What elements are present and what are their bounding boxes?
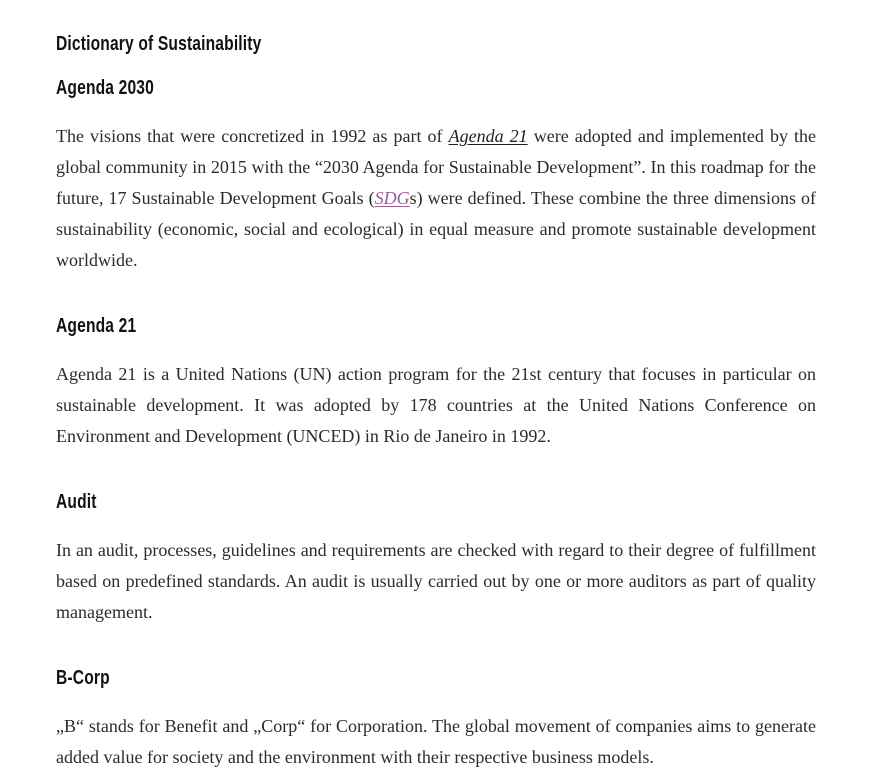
glossary-entry — [56, 314, 816, 452]
glossary-entry — [56, 666, 816, 773]
entry-term-heading-b-corp: B-Corp — [56, 667, 110, 689]
definition-text-run: were adopted and implemented by the global community in 2015 with the “2030 Agenda for Sustainable Development”. In this roadmap for the future, 17 Sustainable Development Goals ( — [56, 126, 817, 208]
link-agenda-21[interactable]: Agenda 21 — [448, 126, 528, 146]
definition-text-run: In an audit, processes, guidelines and requirements are checked with regard to their degree of fulfillment based on predefined standards. An audit is usually carried out by one or more auditors as part of quality management. — [56, 540, 816, 622]
glossary-entry — [56, 490, 816, 628]
entry-term-heading-agenda-2030: Agenda 2030 — [56, 77, 154, 99]
entry-definition — [56, 535, 816, 628]
definition-text-run: The visions that were concretized in 1992 as part of — [56, 126, 449, 146]
entry-definition — [56, 359, 816, 452]
entry-definition — [56, 121, 816, 276]
glossary-entry — [56, 76, 816, 276]
definition-text-run: s) were defined. These combine the three dimensions of sustainability (economic, social and ecological) in equal measure and promote sustainable development worldwide. — [56, 188, 816, 270]
entry-term-heading-audit: Audit — [56, 491, 97, 513]
entry-term-heading-agenda-21: Agenda 21 — [56, 315, 137, 337]
definition-text-run: Agenda 21 is a United Nations (UN) action program for the 21st century that focuses in particular on sustainable development. It was adopted by 178 countries at the United Nations Conference on Environment and Development (UNCED) in Rio de Janeiro in 1992. — [56, 364, 816, 446]
link-sdg[interactable]: SDG — [374, 188, 410, 208]
definition-text-run: „B“ stands for Benefit and „Corp“ for Corporation. The global movement of companies aims to generate added value for society and the environment with their respective business models. — [56, 716, 816, 767]
entry-definition — [56, 711, 816, 773]
page-title: Dictionary of Sustainability — [56, 33, 262, 55]
